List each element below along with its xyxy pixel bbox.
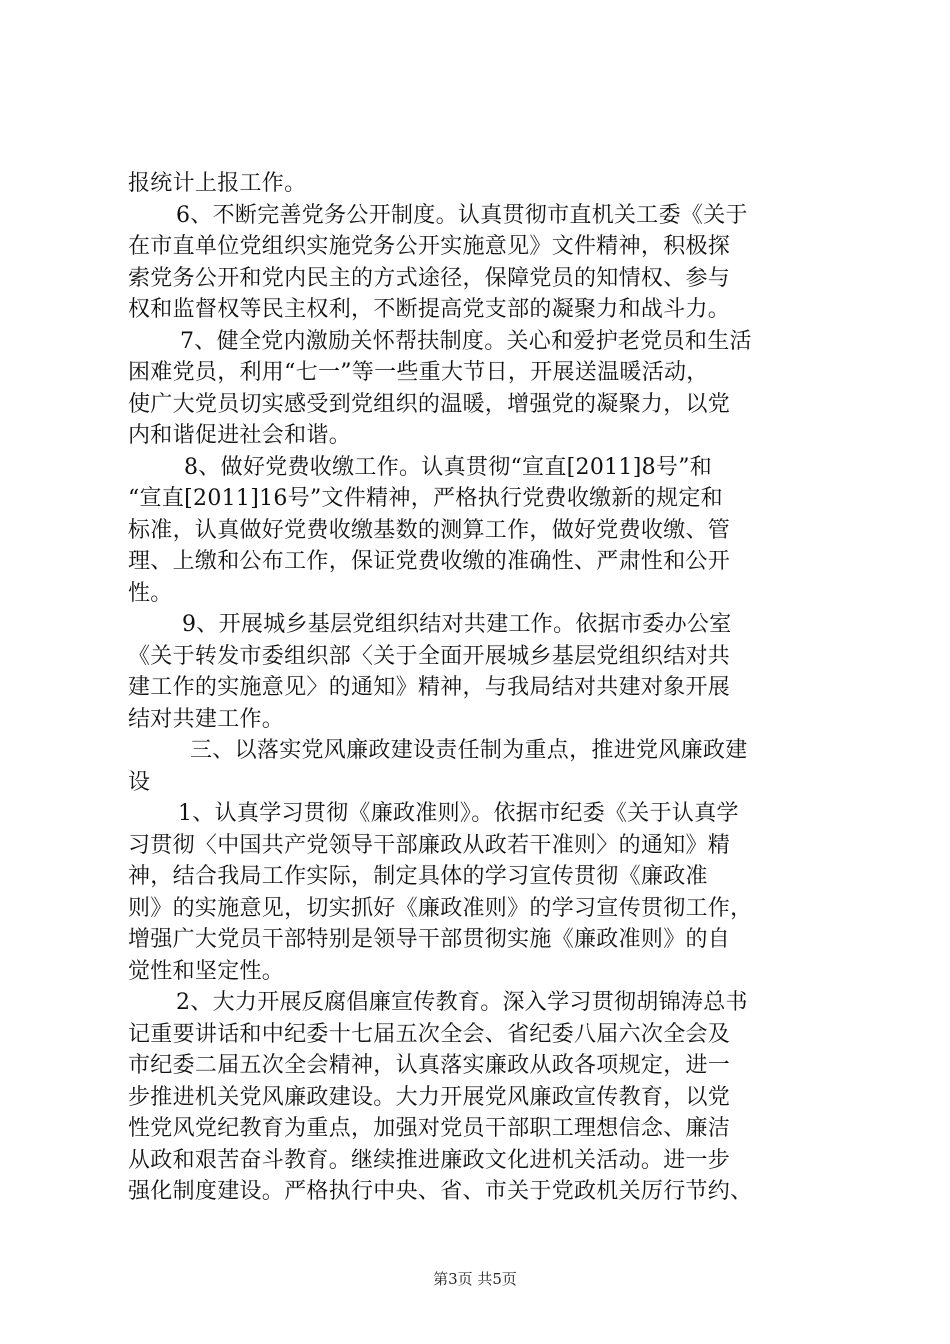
text-line: 2、大力开展反腐倡廉宣传教育。深入学习贯彻胡锦涛总书	[176, 990, 748, 1015]
text-line: 市纪委二届五次全会精神，认真落实廉政从政各项规定，进一	[128, 1053, 731, 1078]
text-line: 理、上缴和公布工作，保证党费收缴的准确性、严肃性和公开	[128, 549, 731, 574]
text-line: “宣直[2011]16号”文件精神，严格执行党费收缴新的规定和	[128, 486, 723, 511]
text-line: 8、做好党费收缴工作。认真贯彻“宣直[2011]8号”和	[184, 454, 713, 480]
text-line: 9、开展城乡基层党组织结对共建工作。依据市委办公室	[182, 612, 732, 637]
text-line: 神，结合我局工作实际，制定具体的学习宣传贯彻《廉政准	[128, 864, 708, 889]
text-line: 三、以落实党风廉政建设责任制为重点，推进党风廉政建	[190, 738, 748, 763]
text-line: 在市直单位党组织实施党务公开实施意见》文件精神，积极探	[128, 234, 731, 259]
text-line: 性。	[128, 580, 173, 606]
text-line: 内和谐促进社会和谐。	[128, 423, 352, 448]
text-line: 强化制度建设。严格执行中央、省、市关于党政机关厉行节约、	[128, 1179, 753, 1204]
text-line: 标准，认真做好党费收缴基数的测算工作，做好党费收缴、管	[128, 517, 731, 543]
text-line: 则》的实施意见，切实抓好《廉政准则》的学习宣传贯彻工作，	[128, 895, 753, 921]
text-line: 从政和艰苦奋斗教育。继续推进廉政文化进机关活动。进一步	[128, 1147, 731, 1173]
page-footer: 第3页 共5页	[433, 1270, 517, 1288]
text-line: 困难党员，利用“七一”等一些重大节日，开展送温暖活动，	[128, 360, 709, 385]
text-line: 记重要讲话和中纪委十七届五次全会、省纪委八届六次全会及	[128, 1021, 731, 1047]
text-line: 索党务公开和党内民主的方式途径，保障党员的知情权、参与	[128, 265, 731, 291]
text-line: 觉性和坚定性。	[128, 958, 285, 984]
text-line: 权和监督权等民主权利，不断提高党支部的凝聚力和战斗力。	[128, 297, 731, 322]
document-body	[128, 168, 828, 1208]
text-line: 结对共建工作。	[128, 706, 285, 732]
text-line: 设	[128, 769, 151, 795]
text-line: 性党风党纪教育为重点，加强对党员干部职工理想信念、廉洁	[128, 1116, 731, 1141]
text-line: 增强广大党员干部特别是领导干部贯彻实施《廉政准则》的自	[128, 927, 731, 952]
text-line: 使广大党员切实感受到党组织的温暖，增强党的凝聚力，以党	[128, 391, 731, 417]
text-line: 6、不断完善党务公开制度。认真贯彻市直机关工委《关于	[176, 202, 748, 228]
text-line: 《关于转发市委组织部〈关于全面开展城乡基层党组织结对共	[128, 643, 731, 669]
text-line: 习贯彻〈中国共产党领导干部廉政从政若干准则〉的通知》精	[128, 832, 731, 858]
text-line: 步推进机关党风廉政建设。大力开展党风廉政宣传教育，以党	[128, 1084, 731, 1110]
text-line: 建工作的实施意见〉的通知》精神，与我局结对共建对象开展	[128, 675, 731, 700]
text-line: 报统计上报工作。	[128, 171, 307, 196]
text-line: 1、认真学习贯彻《廉政准则》。依据市纪委《关于认真学	[178, 801, 739, 826]
text-line: 7、健全党内激励关怀帮扶制度。关心和爱护老党员和生活	[180, 328, 752, 354]
